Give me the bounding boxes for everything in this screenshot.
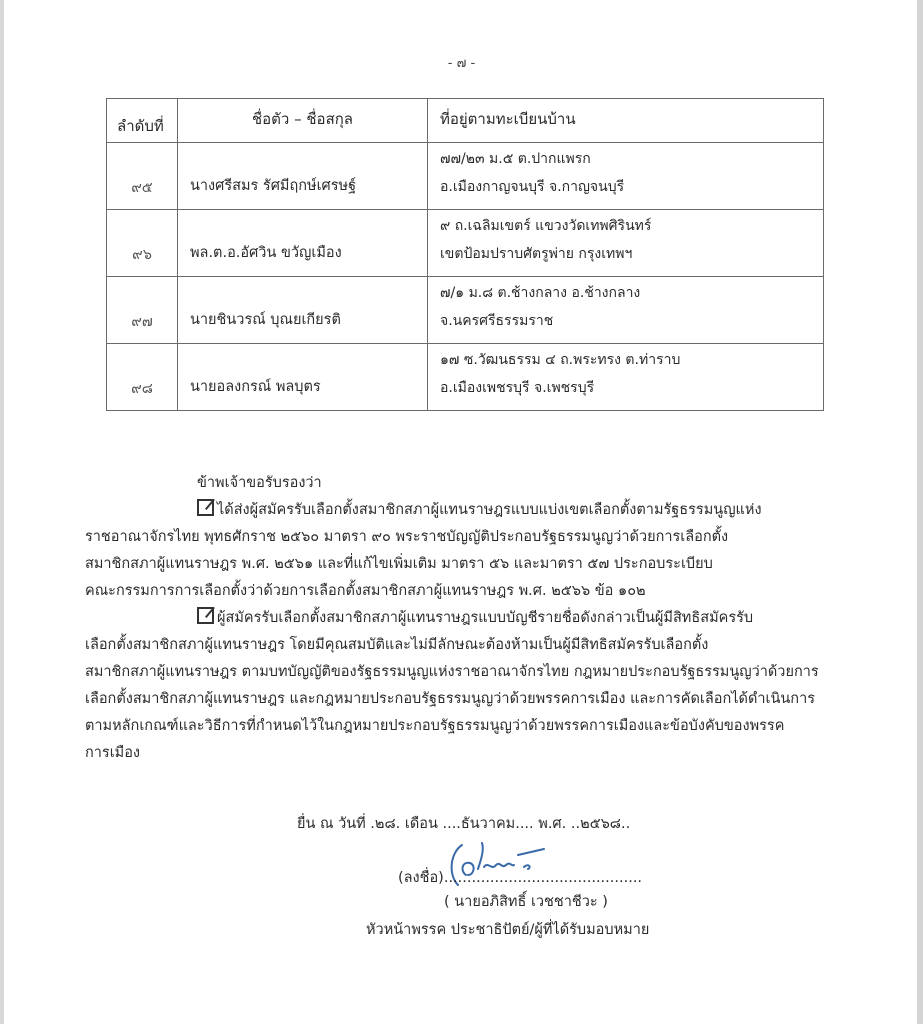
submission-date: ยื่น ณ วันที่ .๒๘. เดือน ....ธันวาคม.... พ.ศ. ..๒๕๖๘.. bbox=[297, 816, 631, 832]
table-row bbox=[107, 143, 824, 210]
address-line-2: จ.นครศรีธรรมราช bbox=[440, 313, 554, 329]
certification-item-1-line-3: สมาชิกสภาผู้แทนราษฎร พ.ศ. ๒๕๖๑ และที่แก้ไขเพิ่มเติม มาตรา ๕๖ และมาตรา ๕๗ ประกอบระเบียบ bbox=[85, 556, 713, 572]
certification-item-1-line-4: คณะกรรมการการเลือกตั้งว่าด้วยการเลือกตั้งสมาชิกสภาผู้แทนราษฎร พ.ศ. ๒๕๖๖ ข้อ ๑๐๒ bbox=[85, 583, 646, 599]
table-row bbox=[107, 210, 824, 277]
header-name: ชื่อตัว – ชื่อสกุล bbox=[178, 99, 428, 143]
certification-section bbox=[85, 470, 847, 767]
address-line-1: ๑๗ ซ.วัฒนธรรม ๔ ถ.พระทรง ต.ท่าราบ bbox=[440, 352, 681, 368]
signer-name: ( นายอภิสิทธิ์ เวชชาชีวะ ) bbox=[444, 894, 608, 910]
page-edge-left bbox=[0, 0, 4, 1024]
certification-item-2-line-2: เลือกตั้งสมาชิกสภาผู้แทนราษฎร โดยมีคุณสมบัติและไม่มีลักษณะต้องห้ามเป็นผู้มีสิทธิสมัครรับเลือกตั้ง bbox=[85, 637, 709, 653]
signer-title: หัวหน้าพรรค ประชาธิปัตย์/ผู้ที่ได้รับมอบหมาย bbox=[366, 922, 650, 938]
row-number: ๙๘ bbox=[131, 381, 153, 397]
address-line-1: ๗/๑ ม.๘ ต.ช้างกลาง อ.ช้างกลาง bbox=[440, 285, 641, 301]
table-row bbox=[107, 277, 824, 344]
certification-item-2-line-6: การเมือง bbox=[85, 745, 141, 761]
checkbox-checked-icon bbox=[197, 607, 214, 624]
certification-item-2-line-4: เลือกตั้งสมาชิกสภาผู้แทนราษฎร และกฎหมายประกอบรัฐธรรมนูญว่าด้วยพรรคการเมือง และการคัดเลือกได้ดำเนินการ bbox=[85, 691, 816, 707]
candidate-name: นายชินวรณ์ บุณยเกียรติ bbox=[190, 312, 341, 328]
sign-dots: ........................................... bbox=[443, 870, 643, 886]
address-line-2: เขตป้อมปราบศัตรูพ่าย กรุงเทพฯ bbox=[440, 246, 633, 262]
candidate-table bbox=[106, 98, 824, 411]
certification-item-1-line-1: ได้ส่งผู้สมัครรับเลือกตั้งสมาชิกสภาผู้แทนราษฎรแบบแบ่งเขตเลือกตั้งตามรัฐธรรมนูญแห่ง bbox=[85, 497, 847, 524]
sign-label: (ลงชื่อ) bbox=[398, 870, 444, 886]
address-line-2: อ.เมืองเพชรบุรี จ.เพชรบุรี bbox=[440, 380, 595, 396]
table-header-row bbox=[107, 99, 824, 143]
candidate-name: พล.ต.อ.อัศวิน ขวัญเมือง bbox=[190, 245, 342, 261]
page-edge-right bbox=[917, 0, 923, 1024]
certification-item-2-line-3: สมาชิกสภาผู้แทนราษฎร ตามบทบัญญัติของรัฐธรรมนูญแห่งราชอาณาจักรไทย กฎหมายประกอบรัฐธรรมนูญว่าด้วยการ bbox=[85, 664, 819, 680]
address-line-1: ๙ ถ.เฉลิมเขตร์ แขวงวัดเทพศิรินทร์ bbox=[440, 218, 652, 234]
checkbox-checked-icon bbox=[197, 499, 214, 516]
page-number: - ๗ - bbox=[447, 56, 476, 71]
candidate-name: นางศรีสมร รัศมีฤกษ์เศรษฐ์ bbox=[190, 178, 357, 194]
table-row bbox=[107, 344, 824, 411]
header-no: ลำดับที่ bbox=[107, 99, 178, 143]
signature-line bbox=[398, 866, 642, 889]
row-number: ๙๖ bbox=[132, 247, 152, 263]
candidate-name: นายอลงกรณ์ พลบุตร bbox=[190, 379, 321, 395]
address-line-2: อ.เมืองกาญจนบุรี จ.กาญจนบุรี bbox=[440, 179, 625, 195]
row-number: ๙๕ bbox=[131, 180, 153, 196]
certification-item-2-line-5: ตามหลักเกณฑ์และวิธีการที่กำหนดไว้ในกฎหมายประกอบรัฐธรรมนูญว่าด้วยพรรคการเมืองและข้อบังคับของพรรค bbox=[85, 718, 785, 734]
header-address: ที่อยู่ตามทะเบียนบ้าน bbox=[428, 99, 824, 143]
row-number: ๙๗ bbox=[131, 314, 153, 330]
certification-item-2-line-1: ผู้สมัครรับเลือกตั้งสมาชิกสภาผู้แทนราษฎรแบบบัญชีรายชื่อดังกล่าวเป็นผู้มีสิทธิสมัครรับ bbox=[85, 605, 847, 632]
certification-intro: ข้าพเจ้าขอรับรองว่า bbox=[197, 475, 322, 491]
address-line-1: ๗๗/๒๓ ม.๕ ต.ปากแพรก bbox=[440, 151, 591, 167]
certification-item-1-line-2: ราชอาณาจักรไทย พุทธศักราช ๒๕๖๐ มาตรา ๙๐ พระราชบัญญัติประกอบรัฐธรรมนูญว่าด้วยการเลือกตั้ง bbox=[85, 529, 729, 545]
